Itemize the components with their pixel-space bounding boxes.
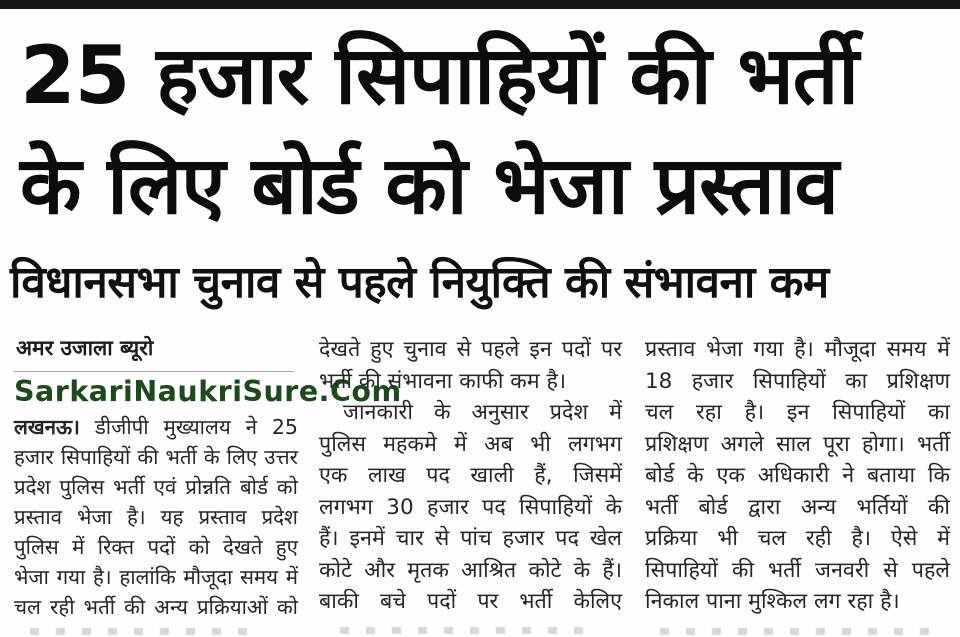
- article-line: बोर्ड के एक अधिकारी ने बताया कि: [645, 463, 950, 488]
- byline: अमर उजाला ब्यूरो: [16, 336, 154, 360]
- cut-text-remnant: [340, 627, 600, 634]
- article-line-text: डीजीपी मुख्यालय ने 25: [94, 415, 298, 439]
- article-line: कोटे और मृतक आश्रित कोटे के हैं।: [319, 557, 622, 583]
- article-line: हैं। इनमें चार से पांच हजार पद खेल: [319, 526, 622, 551]
- article-line: भर्ती बोर्ड द्वारा अन्य भर्तियों की: [645, 494, 950, 520]
- article-line: 18 हजार सिपाहियों का प्रशिक्षण: [645, 368, 950, 394]
- article-line: देखते हुए चुनाव से पहले इन पदों पर: [319, 337, 622, 362]
- dateline: लखनऊ।: [14, 415, 80, 439]
- article-line: प्रशिक्षण अगले साल पूरा होगा। भर्ती: [645, 431, 950, 457]
- article-line: बाकी बचे पदों पर भर्ती केलिए: [319, 589, 622, 614]
- article-line: एक लाख पद खाली हैं, जिसमें: [319, 463, 622, 488]
- article-line: भेजा गया है। हालांकि मौजूदा समय में: [14, 565, 298, 589]
- byline-divider: [14, 371, 294, 372]
- cut-text-remnant: [660, 628, 930, 635]
- article-column-2: [319, 334, 622, 618]
- article-line: हजार सिपाहियों की भर्ती के लिए उत्तर: [14, 445, 298, 469]
- article-line: प्रदेश पुलिस भर्ती एवं प्रोन्नति बोर्ड को: [14, 475, 298, 499]
- article-line: पुलिस में रिक्त पदों को देखते हुए: [14, 535, 298, 559]
- article-line: भर्ती की संभावना काफी कम है।: [319, 368, 567, 394]
- subheadline: विधानसभा चुनाव से पहले नियुक्ति की संभावना कम: [10, 257, 829, 308]
- headline-line-1: 25 हजार सिपाहियों की भर्ती: [20, 29, 859, 122]
- article-line: प्रस्ताव भेजा गया है। मौजूदा समय में: [645, 337, 950, 362]
- article-line: लगभग 30 हजार पद सिपाहियों के: [319, 494, 622, 520]
- page-top-edge-bar: [0, 0, 960, 9]
- article-line: चल रही भर्ती की अन्य प्रक्रियाओं को: [14, 595, 298, 619]
- article-line: प्रक्रिया भी चल रही है। ऐसे में: [645, 526, 950, 551]
- article-column-1: [14, 334, 402, 622]
- article-line: पुलिस महकमे में अब भी लगभग: [319, 431, 622, 457]
- watermark-text: SarkariNaukriSure.Com: [14, 375, 402, 408]
- article-line: प्रस्ताव भेजा है। यह प्रस्ताव प्रदेश: [14, 505, 298, 529]
- cut-text-remnant: [30, 628, 260, 635]
- article-line: जानकारी के अनुसार प्रदेश में: [343, 400, 622, 425]
- article-line: सिपाहियों की भर्ती जनवरी से पहले: [645, 557, 950, 583]
- article-line: निकाल पाना मुश्किल लग रहा है।: [645, 589, 900, 614]
- article-column-3: [645, 334, 950, 618]
- article-line: [14, 412, 298, 442]
- article-line: चल रहा है। इन सिपाहियों का: [645, 400, 950, 425]
- headline-line-2: के लिए बोर्ड को भेजा प्रस्ताव: [20, 139, 839, 232]
